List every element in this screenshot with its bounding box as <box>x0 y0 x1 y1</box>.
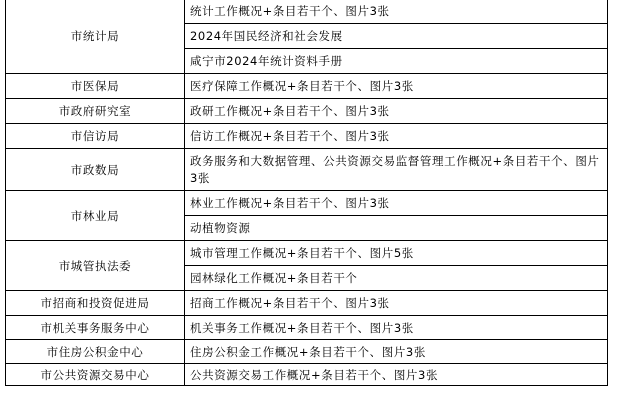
dept-cell: 市公共资源交易中心 <box>6 364 185 386</box>
table-row <box>6 291 608 316</box>
dept-cell: 市政府研究室 <box>6 99 185 124</box>
content-cell: 招商工作概况+条目若干个、图片3张 <box>185 291 608 316</box>
dept-cell: 市信访局 <box>6 124 185 149</box>
table-row <box>6 99 608 124</box>
dept-cell: 市住房公积金中心 <box>6 340 185 364</box>
content-cell: 政务服务和大数据管理、公共资源交易监督管理工作概况+条目若干个、图片3张 <box>185 149 608 191</box>
content-cell: 2024年国民经济和社会发展 <box>185 24 608 49</box>
table-row <box>6 0 608 24</box>
content-cell: 园林绿化工作概况+条目若干个 <box>185 266 608 291</box>
content-cell: 统计工作概况+条目若干个、图片3张 <box>185 0 608 24</box>
dept-cell: 市政数局 <box>6 149 185 191</box>
department-table <box>5 0 608 386</box>
table-row <box>6 316 608 340</box>
table-row <box>6 241 608 266</box>
content-cell: 林业工作概况+条目若干个、图片3张 <box>185 191 608 216</box>
content-cell: 医疗保障工作概况+条目若干个、图片3张 <box>185 74 608 99</box>
content-cell: 城市管理工作概况+条目若干个、图片5张 <box>185 241 608 266</box>
table-row <box>6 124 608 149</box>
table-row <box>6 191 608 216</box>
content-cell: 信访工作概况+条目若干个、图片3张 <box>185 124 608 149</box>
content-cell: 住房公积金工作概况+条目若干个、图片3张 <box>185 340 608 364</box>
content-cell: 公共资源交易工作概况+条目若干个、图片3张 <box>185 364 608 386</box>
content-cell: 咸宁市2024年统计资料手册 <box>185 49 608 74</box>
dept-cell: 市招商和投资促进局 <box>6 291 185 316</box>
dept-cell: 市机关事务服务中心 <box>6 316 185 340</box>
content-cell: 政研工作概况+条目若干个、图片3张 <box>185 99 608 124</box>
dept-cell: 市统计局 <box>6 0 185 74</box>
dept-cell: 市城管执法委 <box>6 241 185 291</box>
dept-cell: 市林业局 <box>6 191 185 241</box>
table-row <box>6 74 608 99</box>
dept-cell: 市医保局 <box>6 74 185 99</box>
table-row <box>6 149 608 191</box>
content-cell: 机关事务工作概况+条目若干个、图片3张 <box>185 316 608 340</box>
table-row <box>6 340 608 364</box>
table-row <box>6 364 608 386</box>
content-cell: 动植物资源 <box>185 216 608 241</box>
